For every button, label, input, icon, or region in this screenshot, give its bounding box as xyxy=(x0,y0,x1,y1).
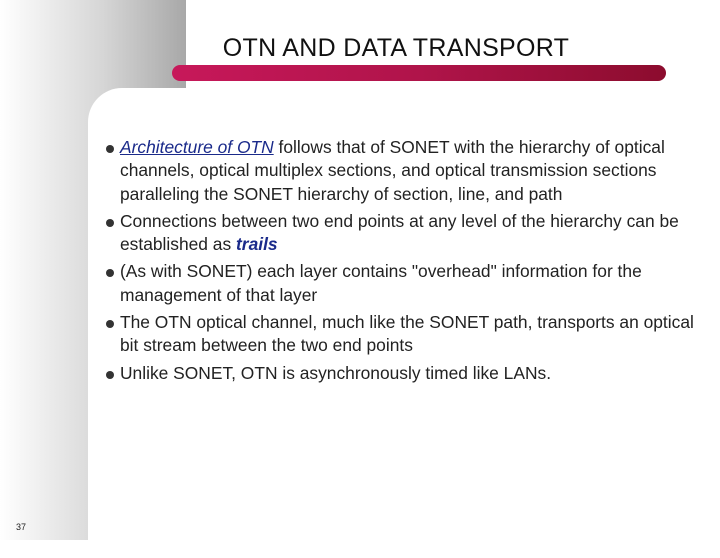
architecture-link[interactable]: Architecture of OTN xyxy=(120,137,274,157)
bullet-icon xyxy=(106,145,114,153)
bullet-item xyxy=(102,136,712,206)
bullet-item xyxy=(102,311,712,358)
slide-title: OTN AND DATA TRANSPORT xyxy=(222,34,570,62)
bullet-text: Unlike SONET, OTN is asynchronously timed like LANs. xyxy=(120,362,552,383)
page-number: 37 xyxy=(16,522,27,532)
bullet-text: (As with SONET) each layer contains "overhead" information for the management of that layer xyxy=(120,261,642,305)
bullet-icon xyxy=(106,269,114,277)
bullet-list xyxy=(102,136,712,389)
bullet-icon xyxy=(106,320,114,328)
bullet-text: The OTN optical channel, much like the SONET path, transports an optical bit stream between the two end points xyxy=(120,312,694,356)
bullet-text: follows that of SONET with the hierarchy of optical channels, optical multiplex sections, and optical transmission sections paralleling the SONET hierarchy of section, line, and path xyxy=(120,137,665,204)
trails-emphasis: trails xyxy=(236,234,278,255)
bullet-text: Connections between two end points at any level of the hierarchy can be established as xyxy=(120,210,679,255)
bullet-item xyxy=(102,210,712,257)
bullet-item xyxy=(102,362,712,385)
bullet-icon xyxy=(106,219,114,227)
bullet-icon xyxy=(106,371,114,379)
title-underline-bar xyxy=(172,65,666,81)
bullet-item xyxy=(102,260,712,307)
